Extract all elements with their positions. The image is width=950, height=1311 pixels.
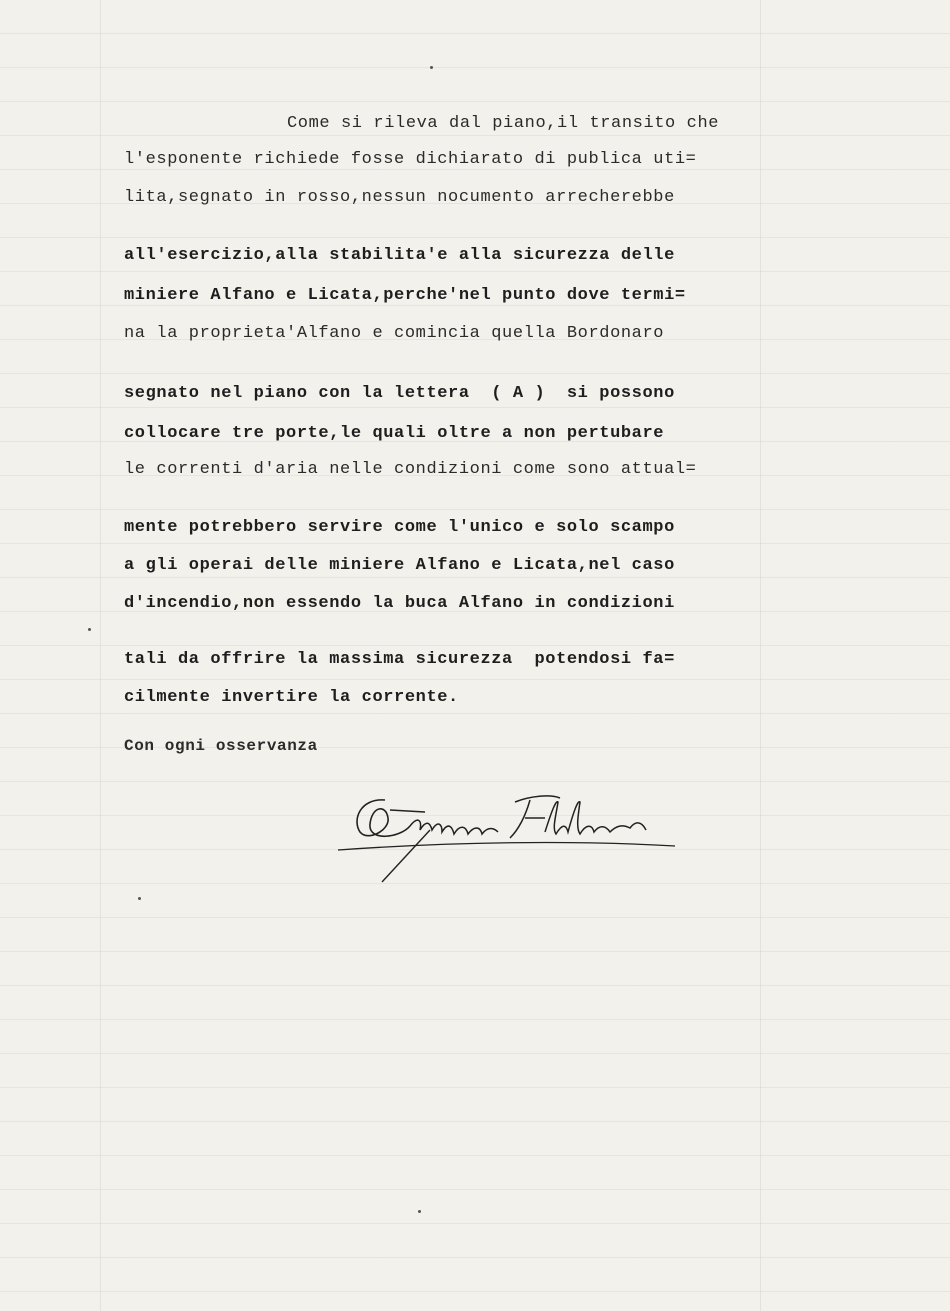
- text-line-6: na la proprieta'Alfano e comincia quella Bordonaro: [124, 324, 665, 343]
- ink-speck: [88, 628, 91, 631]
- text-line-1: Come si rileva dal piano,il transito che: [287, 114, 720, 133]
- text-line-2: l'esponente richiede fosse dichiarato di publica uti=: [124, 150, 697, 169]
- margin-rule: [760, 0, 761, 1311]
- text-line-4: all'esercizio,alla stabilita'e alla sicurezza delle: [124, 246, 675, 265]
- ink-speck: [430, 66, 433, 69]
- text-line-10: mente potrebbero servire come l'unico e solo scampo: [124, 518, 675, 537]
- text-line-14: cilmente invertire la corrente.: [124, 688, 459, 707]
- margin-rule: [100, 0, 101, 1311]
- ink-speck: [418, 1210, 421, 1213]
- text-line-12: d'incendio,non essendo la buca Alfano in condizioni: [124, 594, 675, 613]
- text-line-7: segnato nel piano con la lettera ( A ) si possono: [124, 384, 675, 403]
- text-line-5: miniere Alfano e Licata,perche'nel punto dove termi=: [124, 286, 686, 305]
- text-line-8: collocare tre porte,le quali oltre a non pertubare: [124, 424, 665, 443]
- text-line-13: tali da offrire la massima sicurezza potendosi fa=: [124, 650, 675, 669]
- handwritten-signature: [330, 780, 680, 890]
- closing-salutation: Con ogni osservanza: [124, 737, 318, 755]
- ink-speck: [138, 897, 141, 900]
- text-line-11: a gli operai delle miniere Alfano e Licata,nel caso: [124, 556, 675, 575]
- text-line-3: lita,segnato in rosso,nessun nocumento arrecherebbe: [124, 188, 675, 207]
- text-line-9: le correnti d'aria nelle condizioni come sono attual=: [124, 460, 697, 479]
